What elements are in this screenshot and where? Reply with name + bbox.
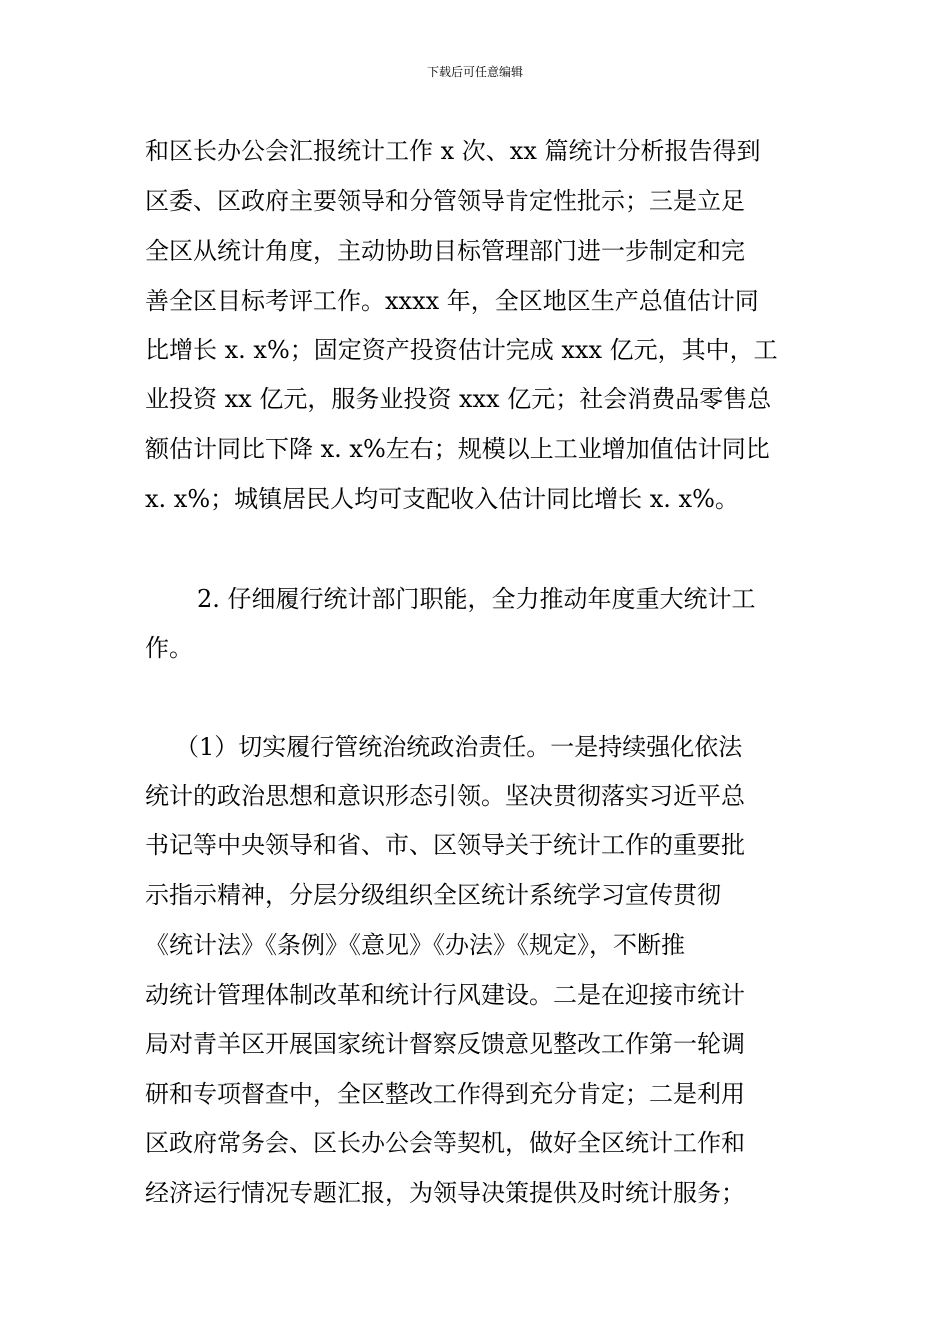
paragraph-1-line-2: 区委、区政府主要领导和分管领导肯定性批示；三是立足 — [145, 187, 745, 215]
paragraph-1-line-1: 和区长办公会汇报统计工作 x 次、xx 篇统计分析报告得到 — [145, 137, 761, 165]
paragraph-3-line-5: 《统计法》《条例》《意见》《办法》《规定》，不断推 — [145, 931, 685, 959]
paragraph-1-line-4: 善全区目标考评工作。xxxx 年，全区地区生产总值估计同 — [145, 287, 759, 315]
paragraph-3-line-7: 局对青羊区开展国家统计督察反馈意见整改工作第一轮调 — [145, 1030, 745, 1058]
paragraph-3-line-8: 研和专项督查中，全区整改工作得到充分肯定；二是利用 — [145, 1080, 745, 1108]
paragraph-3-line-2: 统计的政治思想和意识形态引领。坚决贯彻落实习近平总 — [145, 782, 745, 810]
paragraph-2-line-2: 作。 — [145, 634, 193, 662]
paragraph-3-line-9: 区政府常务会、区长办公会等契机，做好全区统计工作和 — [145, 1129, 745, 1157]
paragraph-3-line-10: 经济运行情况专题汇报，为领导决策提供及时统计服务； — [145, 1179, 745, 1207]
paragraph-1-line-3: 全区从统计角度，主动协助目标管理部门进一步制定和完 — [145, 237, 745, 265]
paragraph-3-line-4: 示指示精神，分层分级组织全区统计系统学习宣传贯彻 — [145, 881, 721, 909]
paragraph-2-line-1: 2. 仔细履行统计部门职能，全力推动年度重大统计工 — [197, 585, 756, 613]
paragraph-3-line-1: （1）切实履行管统治统政治责任。一是持续强化依法 — [175, 733, 743, 761]
page-header: 下载后可任意编辑 — [426, 65, 523, 79]
paragraph-1-line-5: 比增长 x. x%；固定资产投资估计完成 xxx 亿元，其中，工 — [145, 336, 778, 364]
paragraph-1-line-7: 额估计同比下降 x. x%左右；规模以上工业增加值估计同比 — [145, 435, 770, 463]
paragraph-3-line-3: 书记等中央领导和省、市、区领导关于统计工作的重要批 — [145, 831, 745, 859]
paragraph-1-line-6: 业投资 xx 亿元，服务业投资 xxx 亿元；社会消费品零售总 — [145, 385, 772, 413]
paragraph-1-line-8: x. x%；城镇居民人均可支配收入估计同比增长 x. x%。 — [145, 485, 739, 513]
paragraph-3-line-6: 动统计管理体制改革和统计行风建设。二是在迎接市统计 — [145, 981, 745, 1009]
